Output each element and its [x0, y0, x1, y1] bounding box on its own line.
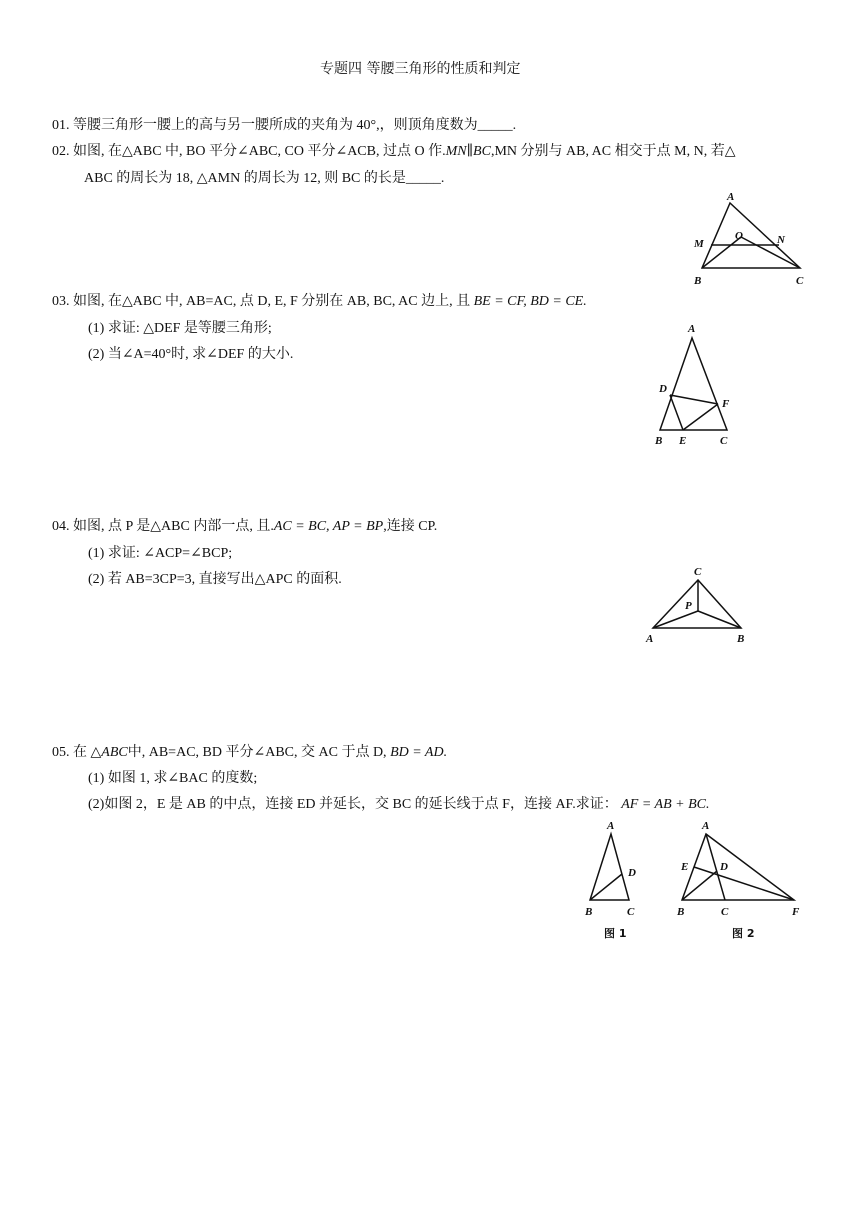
question-4-part-2: (2) 若 AB=3CP=3, 直接写出△APC 的面积.: [88, 572, 342, 587]
q5-fig2-label-a: A: [702, 820, 710, 832]
figure-2-caption: 图 2: [732, 927, 755, 940]
question-5-part-2: [88, 796, 709, 814]
question-3-figure: [650, 318, 740, 450]
question-5-part-1: (1) 如图 1, 求∠BAC 的度数;: [88, 771, 258, 786]
q2-label-b: B: [694, 275, 702, 287]
question-4-figure: [640, 564, 755, 648]
q2-label-c: C: [796, 275, 804, 287]
q5-fig1-label-a: A: [607, 820, 615, 832]
question-5-line-1: [52, 744, 447, 762]
question-2-line-1: [52, 143, 735, 161]
question-3-part-1: (1) 求证: △DEF 是等腰三角形;: [88, 321, 272, 336]
q3-label-c: C: [720, 435, 728, 447]
question-3-math: BE = CF, BD = CE.: [473, 294, 587, 309]
question-4-text-b: ,连接 CP.: [383, 519, 438, 534]
q4-label-b: B: [737, 633, 745, 645]
question-5-text-b: 中, AB=AC, BD 平分∠ABC, 交 AC 于点 D,: [127, 745, 387, 760]
q5-fig2-label-f: F: [792, 906, 800, 918]
question-4-part-1: (1) 求证: ∠ACP=∠BCP;: [88, 546, 233, 561]
figure-1-caption: 图 1: [604, 927, 627, 940]
page-title: 专题四 等腰三角形的性质和判定: [320, 61, 521, 77]
question-2-math: MN∥BC: [445, 144, 491, 159]
q5-fig1-label-b: B: [585, 906, 593, 918]
q3-label-a: A: [688, 323, 696, 335]
q3-label-d: D: [659, 383, 667, 395]
question-5-math-1: ABC: [101, 745, 128, 760]
question-5-figure-1: [580, 816, 650, 944]
question-4-math: AC = BC, AP = BP: [273, 519, 384, 534]
q3-label-f: F: [722, 398, 730, 410]
q5-fig1-label-c: C: [627, 906, 635, 918]
question-2-figure: [690, 188, 815, 288]
question-5-text-a: 05. 在 △: [52, 745, 102, 760]
q5-fig1-label-d: D: [628, 867, 636, 879]
q5-fig2-label-c: C: [721, 906, 729, 918]
q2-label-o: O: [735, 230, 743, 242]
question-2-text-a: 02. 如图, 在△ABC 中, BO 平分∠ABC, CO 平分∠ACB, 过点 O 作.: [52, 144, 446, 159]
question-4-text-a: 04. 如图, 点 P 是△ABC 内部一点, 且.: [52, 519, 274, 534]
q2-label-m: M: [694, 238, 704, 250]
question-5-part-2-text: (2)如图 2，E 是 AB 的中点，连接 ED 并延长，交 BC 的延长线于点 F，连接 AF.求证：: [88, 797, 618, 812]
question-5-part-2-math: AF = AB + BC.: [621, 797, 710, 812]
question-3-part-2: (2) 当∠A=40°时, 求∠DEF 的大小.: [88, 347, 294, 362]
q5-fig2-label-b: B: [677, 906, 685, 918]
question-2-line-2: ABC 的周长为 18, △AMN 的周长为 12, 则 BC 的长是_____.: [84, 171, 445, 186]
q5-fig2-label-d: D: [720, 861, 728, 873]
q5-fig2-label-e: E: [681, 861, 689, 873]
q2-label-n: N: [777, 234, 785, 246]
q4-label-p: P: [685, 600, 692, 612]
q4-label-a: A: [646, 633, 654, 645]
q3-label-b: B: [655, 435, 663, 447]
question-3-line-1: [52, 293, 587, 311]
question-5-figure-2: [670, 816, 815, 944]
question-1: 01. 等腰三角形一腰上的高与另一腰所成的夹角为 40°,，则顶角度数为_____.: [52, 118, 517, 133]
question-2-text-b: ,MN 分别与 AB, AC 相交于点 M, N, 若△: [490, 144, 736, 159]
q2-label-a: A: [727, 191, 735, 203]
question-4-line-1: [52, 518, 437, 536]
q4-label-c: C: [694, 566, 702, 578]
question-5-math-2: BD = AD.: [390, 745, 448, 760]
question-3-text-a: 03. 如图, 在△ABC 中, AB=AC, 点 D, E, F 分别在 AB, BC, AC 边上, 且: [52, 294, 471, 309]
q3-label-e: E: [679, 435, 687, 447]
